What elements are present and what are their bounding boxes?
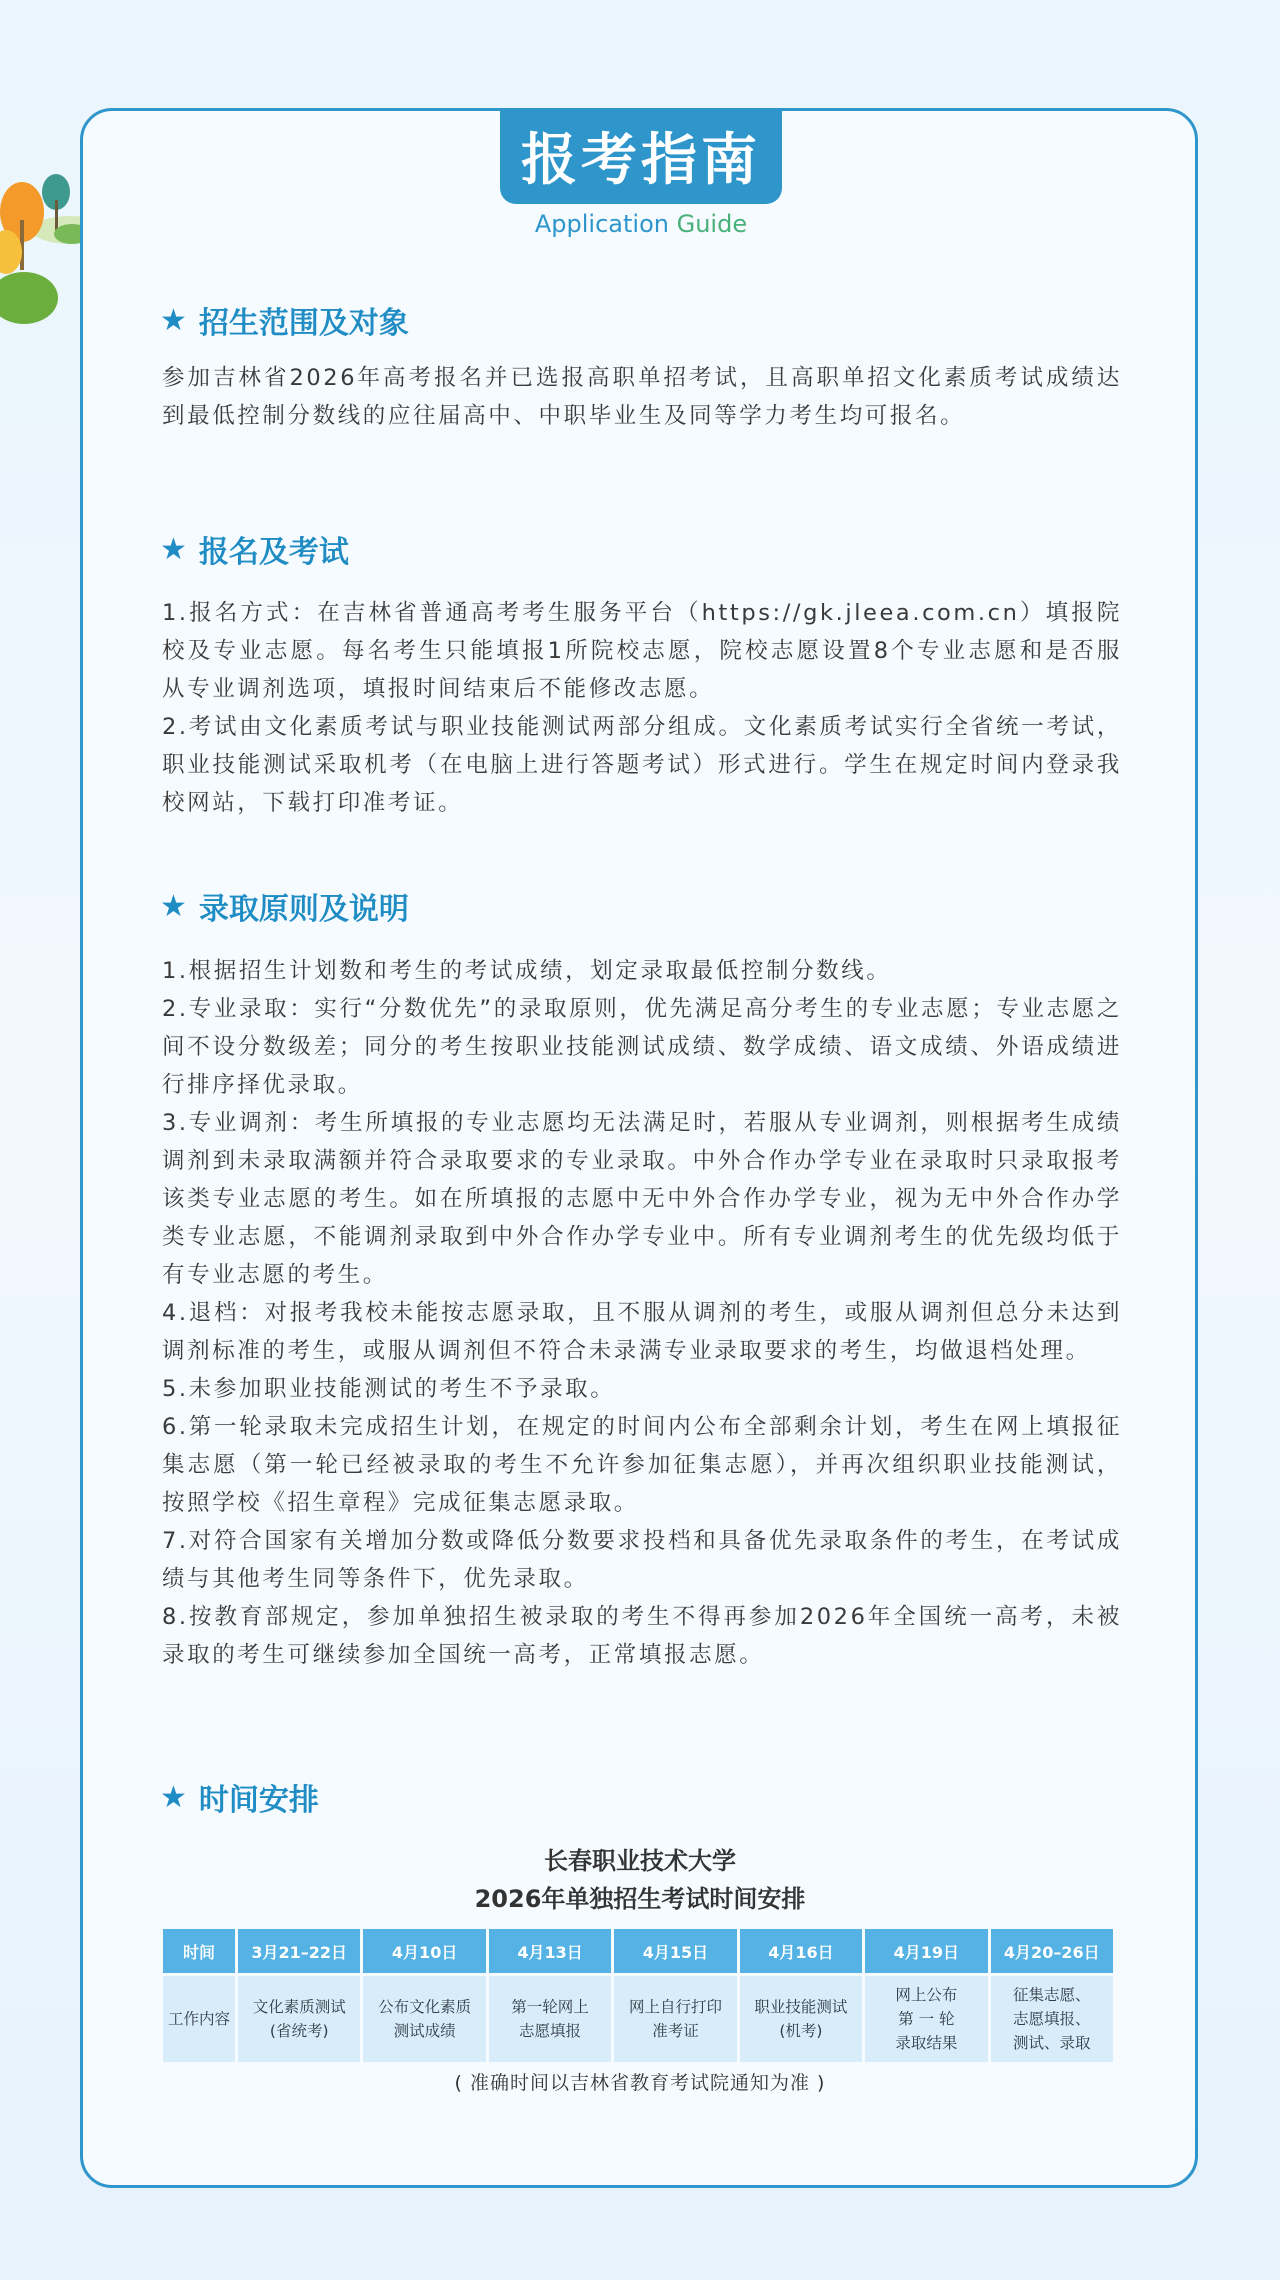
content-cell: 征集志愿、 志愿填报、 测试、录取 bbox=[991, 1976, 1113, 2062]
paragraph: 3.专业调剂：考生所填报的专业志愿均无法满足时，若服从专业调剂，则根据考生成绩调剂到未录取满额并符合录取要求的专业录取。中外合作办学专业在录取时只录取报考该类专业志愿的考生。如在所填报的志愿中无中外合作办学专业，视为无中外合作办学类专业志愿，不能调剂录取到中外合作办学专业中。所有专业调剂考生的优先级均低于有专业志愿的考生。 bbox=[162, 1110, 1122, 1288]
star-icon: ★ bbox=[160, 531, 187, 567]
paragraph: 5.未参加职业技能测试的考生不予录取。 bbox=[162, 1376, 616, 1402]
page-title: 报考指南 bbox=[500, 108, 782, 204]
paragraph: 2.考试由文化素质考试与职业技能测试两部分组成。文化素质考试实行全省统一考试，职业技能测试采取机考（在电脑上进行答题考试）形式进行。学生在规定时间内登录我校网站，下载打印准考证。 bbox=[162, 714, 1122, 816]
paragraph: 4.退档：对报考我校未能按志愿录取，且不服从调剂的考生，或服从调剂但总分未达到调剂标准的考生，或服从调剂但不符合未录满专业录取要求的考生，均做退档处理。 bbox=[162, 1300, 1122, 1364]
section-body-admission bbox=[162, 952, 1122, 1674]
row-header-content: 工作内容 bbox=[163, 1976, 235, 2062]
paragraph: 2.专业录取：实行“分数优先”的录取原则，优先满足高分考生的专业志愿；专业志愿之间不设分数级差；同分的考生按职业技能测试成绩、数学成绩、语文成绩、外语成绩进行排序择优录取。 bbox=[162, 996, 1122, 1098]
table-row-dates bbox=[163, 1929, 1113, 1973]
section-heading-scope bbox=[160, 298, 409, 342]
paragraph: 参加吉林省2026年高考报名并已选报高职单招考试，且高职单招文化素质考试成绩达到最低控制分数线的应往届高中、中职毕业生及同等学力考生均可报名。 bbox=[162, 365, 1122, 429]
table-row-content bbox=[163, 1976, 1113, 2062]
paragraph: 6.第一轮录取未完成招生计划，在规定的时间内公布全部剩余计划，考生在网上填报征集志愿（第一轮已经被录取的考生不允许参加征集志愿），并再次组织职业技能测试，按照学校《招生章程》完成征集志愿录取。 bbox=[162, 1414, 1122, 1516]
paragraph: 7.对符合国家有关增加分数或降低分数要求投档和具备优先录取条件的考生，在考试成绩与其他考生同等条件下，优先录取。 bbox=[162, 1528, 1122, 1592]
content-cell: 第一轮网上 志愿填报 bbox=[489, 1976, 611, 2062]
content-cell: 网上公布 第 一 轮 录取结果 bbox=[865, 1976, 987, 2062]
page-subtitle bbox=[440, 210, 842, 238]
section-heading-text: 招生范围及对象 bbox=[198, 306, 409, 341]
paragraph: 1.报名方式：在吉林省普通高考考生服务平台（https://gk.jleea.com.cn）填报院校及专业志愿。每名考生只能填报1所院校志愿，院校志愿设置8个专业志愿和是否服从专业调剂选项，填报时间结束后不能修改志愿。 bbox=[162, 600, 1122, 702]
date-cell: 4月15日 bbox=[614, 1929, 736, 1973]
content-cell: 职业技能测试 (机考) bbox=[740, 1976, 862, 2062]
star-icon: ★ bbox=[160, 302, 187, 338]
schedule-title-exam: 2026年单独招生考试时间安排 bbox=[474, 1885, 806, 1913]
section-heading-schedule bbox=[160, 1775, 319, 1819]
paragraph: 1.根据招生计划数和考生的考试成绩，划定录取最低控制分数线。 bbox=[162, 958, 892, 984]
paragraph: 8.按教育部规定，参加单独招生被录取的考生不得再参加2026年全国统一高考，未被录取的考生可继续参加全国统一高考，正常填报志愿。 bbox=[162, 1604, 1122, 1668]
date-cell: 4月10日 bbox=[363, 1929, 485, 1973]
section-heading-text: 录取原则及说明 bbox=[198, 892, 409, 927]
schedule-table bbox=[160, 1926, 1116, 2065]
section-heading-admission bbox=[160, 884, 409, 928]
date-cell: 4月16日 bbox=[740, 1929, 862, 1973]
section-heading-text: 报名及考试 bbox=[198, 535, 349, 570]
star-icon: ★ bbox=[160, 888, 187, 924]
schedule-title-school: 长春职业技术大学 bbox=[544, 1847, 736, 1875]
content-cell: 公布文化素质 测试成绩 bbox=[363, 1976, 485, 2062]
content-cell: 网上自行打印 准考证 bbox=[614, 1976, 736, 2062]
star-icon: ★ bbox=[160, 1779, 187, 1815]
section-heading-text: 时间安排 bbox=[198, 1783, 319, 1818]
date-cell: 4月13日 bbox=[489, 1929, 611, 1973]
subtitle-application: Application bbox=[534, 210, 669, 238]
section-body-registration bbox=[162, 594, 1122, 822]
schedule-note: ( 准确时间以吉林省教育考试院通知为准 ) bbox=[454, 2072, 826, 2094]
date-cell: 4月19日 bbox=[865, 1929, 987, 1973]
section-heading-registration bbox=[160, 527, 349, 571]
section-body-scope bbox=[162, 359, 1122, 435]
subtitle-guide: Guide bbox=[676, 210, 748, 238]
date-cell: 3月21–22日 bbox=[238, 1929, 360, 1973]
date-cell: 4月20–26日 bbox=[991, 1929, 1113, 1973]
content-cell: 文化素质测试 (省统考) bbox=[238, 1976, 360, 2062]
row-header-time: 时间 bbox=[163, 1929, 235, 1973]
